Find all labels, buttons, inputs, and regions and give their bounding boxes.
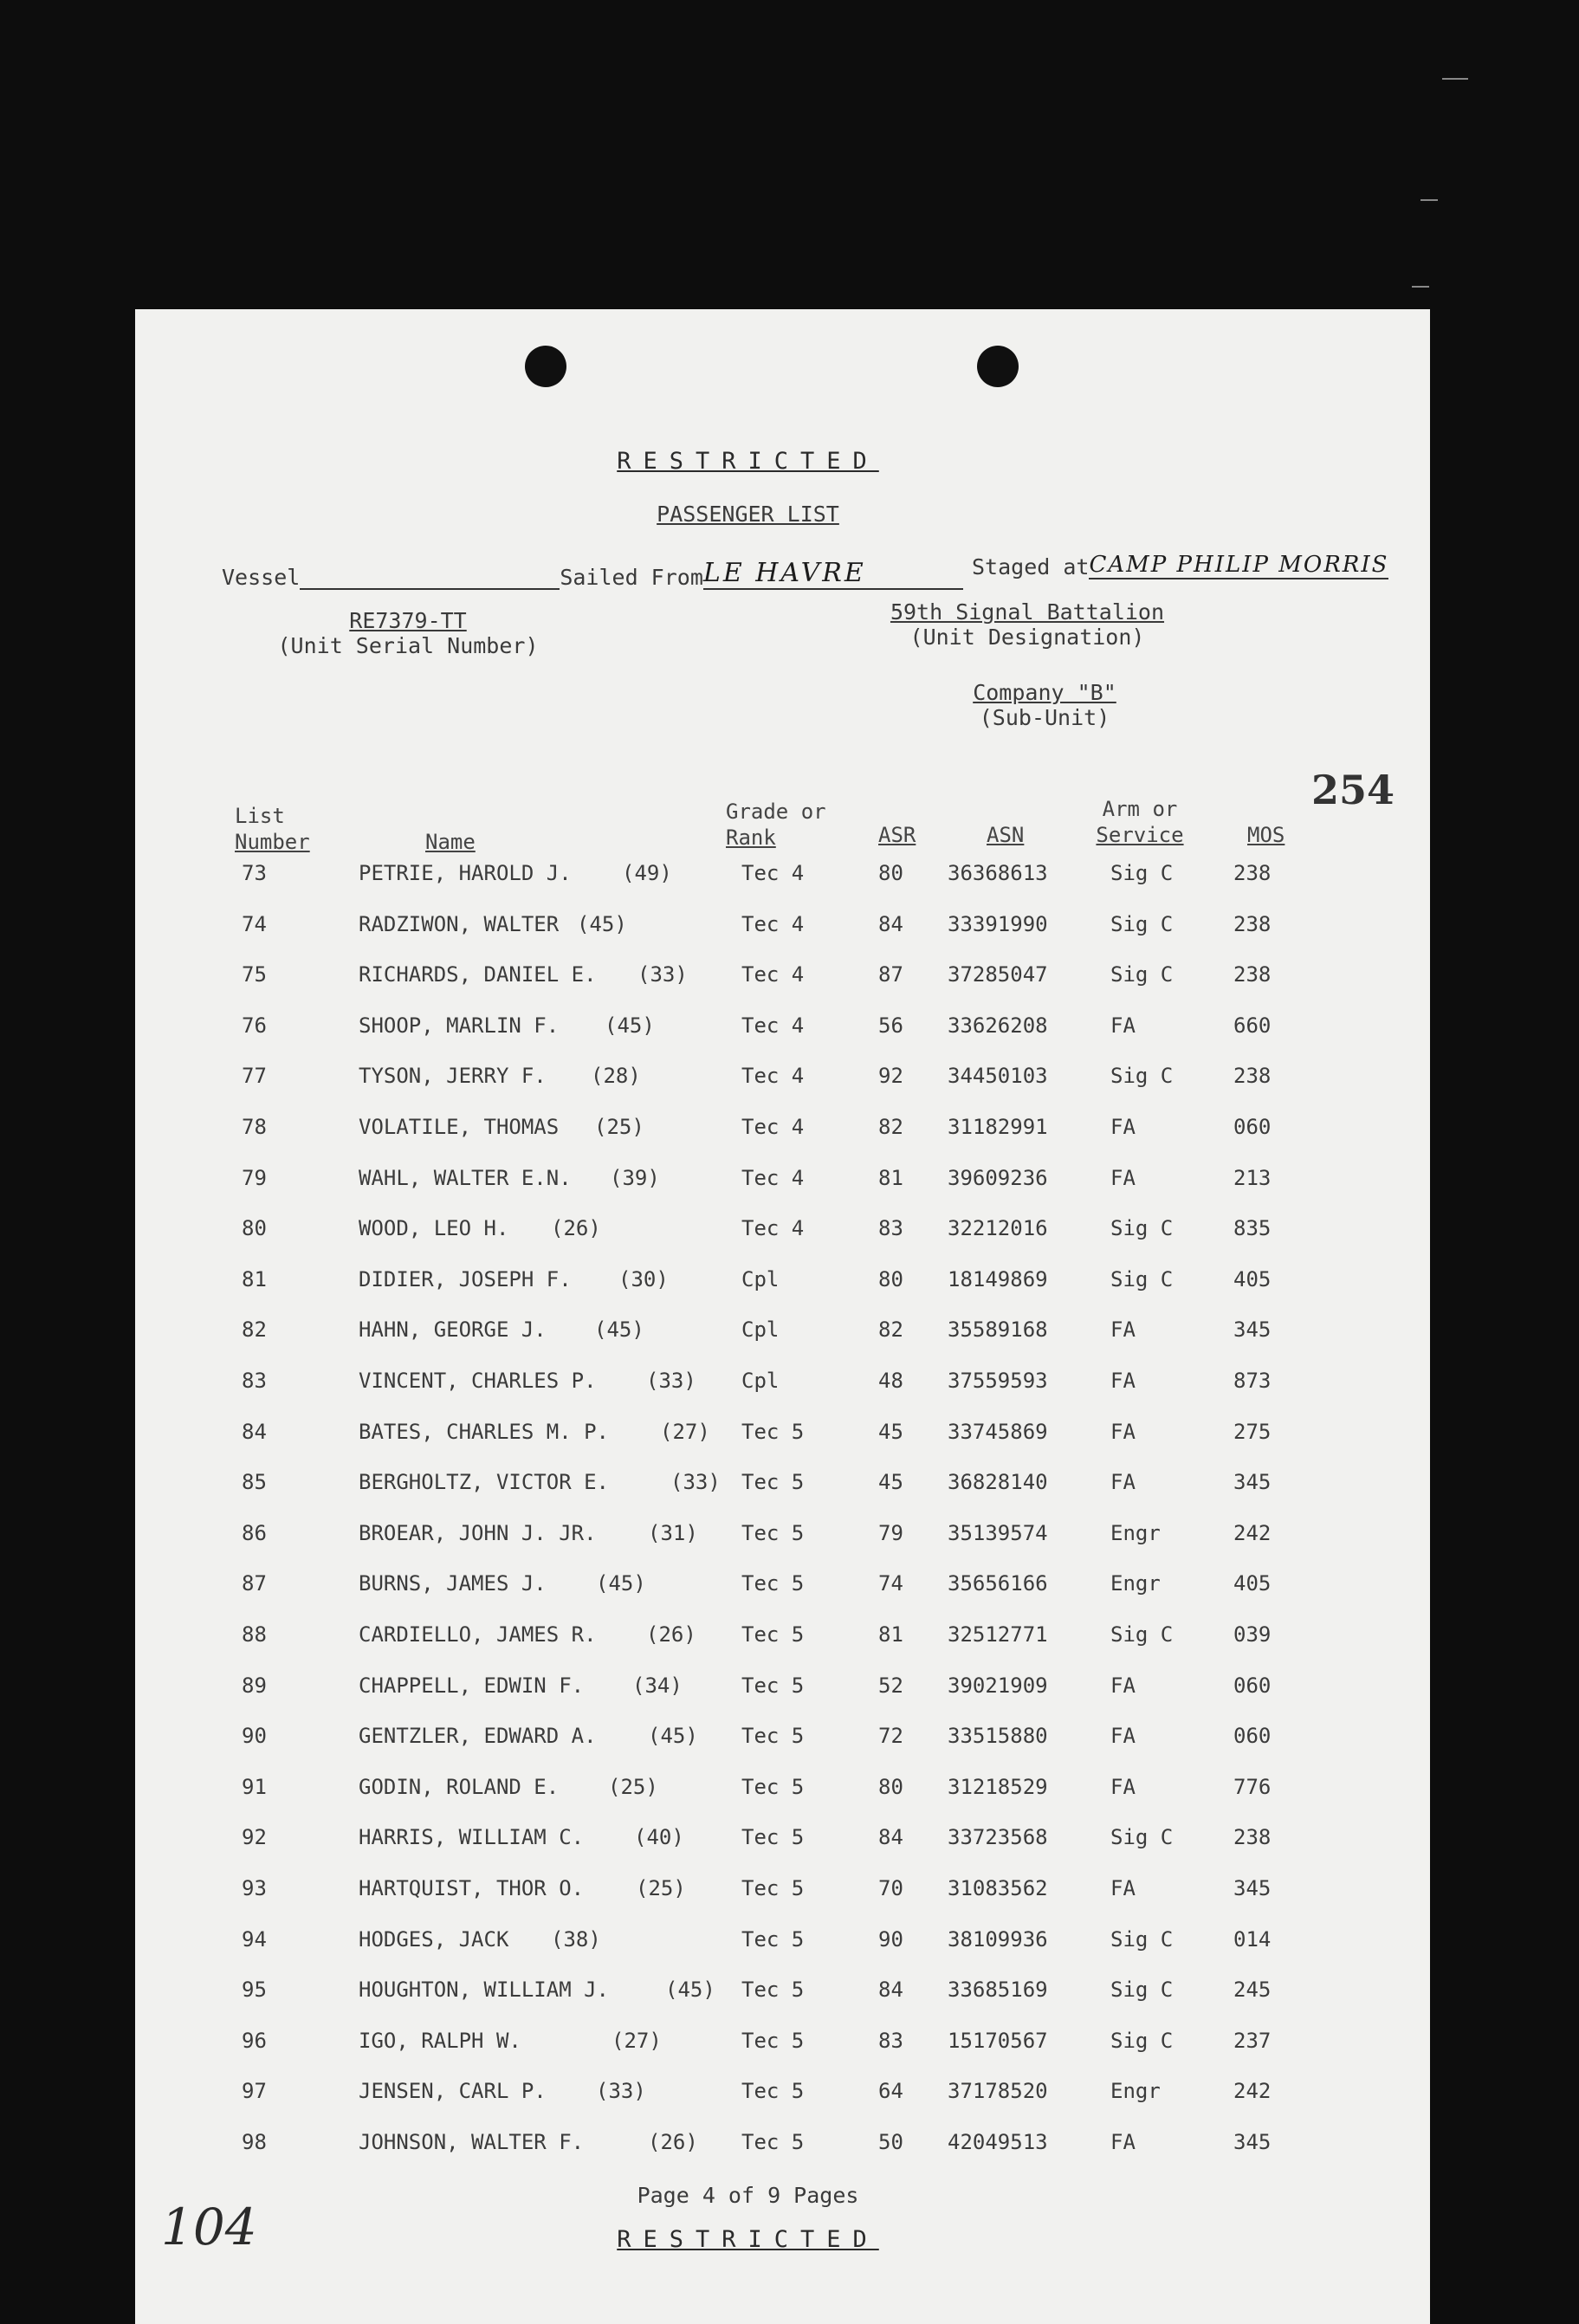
asr-cell: 50 <box>878 2130 903 2154</box>
grade-cell: Tec 4 <box>741 911 805 936</box>
grade-cell: Tec 5 <box>741 2028 805 2053</box>
grade-cell: Tec 5 <box>741 1673 805 1698</box>
table-row <box>135 1115 1430 1165</box>
name-cell: PETRIE, HAROLD J. <box>359 861 572 885</box>
asn-cell: 31182991 <box>948 1115 1048 1139</box>
table-row <box>135 1927 1430 1978</box>
asr-cell: 45 <box>878 1470 903 1495</box>
grade-cell: Tec 5 <box>741 1978 805 2003</box>
asr-cell: 52 <box>878 1673 903 1698</box>
name-cell: JENSEN, CARL P. <box>359 2079 547 2104</box>
list-number-cell: 92 <box>242 1825 267 1850</box>
asn-cell: 33626208 <box>948 1013 1048 1038</box>
grade-cell: Tec 5 <box>741 1926 805 1952</box>
asr-cell: 83 <box>878 1216 903 1241</box>
asr-cell: 82 <box>878 1115 903 1139</box>
asn-cell: 35139574 <box>948 1520 1048 1545</box>
table-row <box>135 1470 1430 1520</box>
header-list-number-line1: List <box>235 804 285 828</box>
asr-cell: 90 <box>878 1926 903 1952</box>
mos-cell: 242 <box>1233 2079 1272 2104</box>
age-cell: (27) <box>612 2028 662 2053</box>
asn-cell: 35656166 <box>948 1571 1048 1596</box>
sub-unit-caption: (Sub-Unit) <box>979 705 1110 730</box>
grade-cell: Tec 5 <box>741 1622 805 1647</box>
age-cell: (49) <box>622 861 672 885</box>
name-cell: IGO, RALPH W. <box>359 2028 521 2053</box>
age-cell: (27) <box>660 1419 710 1444</box>
grade-cell: Tec 5 <box>741 1825 805 1850</box>
age-cell: (45) <box>648 1724 698 1749</box>
mos-cell: 238 <box>1233 1825 1272 1850</box>
asn-cell: 33745869 <box>948 1419 1048 1444</box>
name-cell: DIDIER, JOSEPH F. <box>359 1266 572 1291</box>
grade-cell: Tec 4 <box>741 1013 805 1038</box>
arm-cell: FA <box>1110 1724 1136 1749</box>
arm-cell: Engr <box>1110 2079 1161 2104</box>
age-cell: (33) <box>646 1369 696 1393</box>
arm-cell: Engr <box>1110 1571 1161 1596</box>
name-cell: WOOD, LEO H. <box>359 1216 509 1241</box>
asn-cell: 37559593 <box>948 1369 1048 1393</box>
grade-cell: Tec 5 <box>741 2130 805 2154</box>
age-cell: (33) <box>670 1470 721 1495</box>
name-cell: GENTZLER, EDWARD A. <box>359 1724 597 1749</box>
staged-at-label: Staged at <box>972 554 1090 579</box>
header-arm <box>1079 796 1200 848</box>
arm-cell: Sig C <box>1110 962 1174 987</box>
table-row <box>135 1825 1430 1875</box>
list-number-cell: 97 <box>242 2079 267 2104</box>
grade-cell: Tec 5 <box>741 1724 805 1749</box>
table-row <box>135 2130 1430 2180</box>
asn-cell: 33685169 <box>948 1978 1048 2003</box>
arm-cell: FA <box>1110 1470 1136 1495</box>
age-cell: (34) <box>632 1673 683 1698</box>
age-cell: (25) <box>608 1774 658 1799</box>
age-cell: (26) <box>551 1216 601 1241</box>
asn-cell: 37285047 <box>948 962 1048 987</box>
age-cell: (26) <box>646 1622 696 1647</box>
grade-cell: Cpl <box>741 1266 780 1291</box>
mos-cell: 345 <box>1233 1317 1272 1343</box>
list-number-cell: 80 <box>242 1216 267 1241</box>
name-cell: VOLATILE, THOMAS <box>359 1115 560 1139</box>
punch-hole <box>977 346 1019 387</box>
asn-cell: 33723568 <box>948 1825 1048 1850</box>
asr-cell: 45 <box>878 1419 903 1444</box>
list-number-cell: 98 <box>242 2130 267 2154</box>
sailed-from-value: LE HAVRE <box>702 558 866 588</box>
list-number-cell: 83 <box>242 1369 267 1393</box>
name-cell: HARTQUIST, THOR O. <box>359 1876 585 1900</box>
list-number-cell: 96 <box>242 2028 267 2053</box>
header-arm-line2: Service <box>1096 823 1184 847</box>
asr-cell: 81 <box>878 1622 903 1647</box>
stamp-number: 254 <box>1311 767 1395 813</box>
mos-cell: 238 <box>1233 962 1272 987</box>
mos-cell: 238 <box>1233 1064 1272 1089</box>
arm-cell: Engr <box>1110 1520 1161 1545</box>
grade-cell: Tec 5 <box>741 2079 805 2104</box>
arm-cell: Sig C <box>1110 1926 1174 1952</box>
name-cell: CARDIELLO, JAMES R. <box>359 1622 597 1647</box>
unit-serial-number: RE7379-TT <box>349 608 467 633</box>
scan-edge-mark <box>1442 78 1468 80</box>
grade-cell: Tec 5 <box>741 1419 805 1444</box>
age-cell: (25) <box>636 1876 686 1900</box>
list-number-cell: 77 <box>242 1064 267 1089</box>
unit-designation-caption: (Unit Designation) <box>909 625 1145 650</box>
arm-cell: Sig C <box>1110 1978 1174 2003</box>
asr-cell: 84 <box>878 1978 903 2003</box>
name-cell: BURNS, JAMES J. <box>359 1571 547 1596</box>
asr-cell: 87 <box>878 962 903 987</box>
mos-cell: 213 <box>1233 1165 1272 1190</box>
list-number-cell: 79 <box>242 1165 267 1190</box>
grade-cell: Tec 4 <box>741 962 805 987</box>
asn-cell: 39021909 <box>948 1673 1048 1698</box>
name-cell: VINCENT, CHARLES P. <box>359 1369 597 1393</box>
list-number-cell: 82 <box>242 1317 267 1343</box>
mos-cell: 060 <box>1233 1115 1272 1139</box>
header-list-number-line2: Number <box>235 830 310 854</box>
table-row <box>135 1420 1430 1470</box>
asn-cell: 31218529 <box>948 1774 1048 1799</box>
mos-cell: 060 <box>1233 1673 1272 1698</box>
header-asn: ASN <box>987 823 1025 847</box>
header-asr: ASR <box>878 823 916 847</box>
table-row <box>135 1317 1430 1368</box>
asn-cell: 31083562 <box>948 1876 1048 1900</box>
age-cell: (26) <box>648 2130 698 2154</box>
asr-cell: 72 <box>878 1724 903 1749</box>
age-cell: (38) <box>551 1926 601 1952</box>
table-row <box>135 2079 1430 2129</box>
name-cell: HODGES, JACK <box>359 1926 509 1952</box>
grade-cell: Tec 4 <box>741 1064 805 1089</box>
list-number-cell: 94 <box>242 1926 267 1952</box>
table-row <box>135 912 1430 962</box>
list-number-cell: 73 <box>242 861 267 885</box>
arm-cell: Sig C <box>1110 1825 1174 1850</box>
asn-cell: 34450103 <box>948 1064 1048 1089</box>
list-number-cell: 74 <box>242 911 267 936</box>
name-cell: RICHARDS, DANIEL E. <box>359 962 597 987</box>
unit-designation: 59th Signal Battalion <box>890 599 1165 625</box>
mos-cell: 405 <box>1233 1571 1272 1596</box>
asr-cell: 92 <box>878 1064 903 1089</box>
footer-classification: RESTRICTED <box>617 2226 879 2253</box>
age-cell: (45) <box>605 1013 655 1038</box>
sub-unit-block <box>915 680 1175 730</box>
age-cell: (45) <box>596 1571 646 1596</box>
table-row <box>135 1775 1430 1825</box>
header-mos: MOS <box>1247 823 1285 847</box>
arm-cell: FA <box>1110 1774 1136 1799</box>
list-number-cell: 95 <box>242 1978 267 2003</box>
document-title: PASSENGER LIST <box>657 502 839 527</box>
staged-at-field <box>972 552 1388 579</box>
asr-cell: 82 <box>878 1317 903 1343</box>
arm-cell: Sig C <box>1110 1064 1174 1089</box>
arm-cell: FA <box>1110 1013 1136 1038</box>
age-cell: (33) <box>637 962 688 987</box>
list-number-cell: 84 <box>242 1419 267 1444</box>
punch-hole <box>525 346 566 387</box>
sailed-from-label: Sailed From <box>560 565 703 590</box>
arm-cell: Sig C <box>1110 1622 1174 1647</box>
table-row <box>135 1622 1430 1673</box>
grade-cell: Tec 5 <box>741 1470 805 1495</box>
table-row <box>135 2029 1430 2079</box>
asn-cell: 15170567 <box>948 2028 1048 2053</box>
grade-cell: Tec 4 <box>741 861 805 885</box>
asr-cell: 83 <box>878 2028 903 2053</box>
asr-cell: 64 <box>878 2079 903 2104</box>
arm-cell: FA <box>1110 2130 1136 2154</box>
table-row <box>135 1876 1430 1926</box>
sailed-from-value-wrapper <box>703 558 963 590</box>
age-cell: (45) <box>665 1978 715 2003</box>
age-cell: (45) <box>577 911 627 936</box>
asr-cell: 48 <box>878 1369 903 1393</box>
handwritten-margin-note: 104 <box>161 2198 257 2256</box>
header-name: Name <box>425 830 476 854</box>
arm-cell: Sig C <box>1110 1216 1174 1241</box>
arm-cell: Sig C <box>1110 1266 1174 1291</box>
mos-cell: 237 <box>1233 2028 1272 2053</box>
table-row <box>135 1166 1430 1216</box>
age-cell: (30) <box>618 1266 669 1291</box>
grade-cell: Tec 5 <box>741 1876 805 1900</box>
asn-cell: 39609236 <box>948 1165 1048 1190</box>
name-cell: SHOOP, MARLIN F. <box>359 1013 560 1038</box>
list-number-cell: 86 <box>242 1520 267 1545</box>
header-grade-line2: Rank <box>726 825 776 850</box>
table-row <box>135 1724 1430 1774</box>
asn-cell: 36828140 <box>948 1470 1048 1495</box>
grade-cell: Cpl <box>741 1369 780 1393</box>
mos-cell: 275 <box>1233 1419 1272 1444</box>
table-row <box>135 1013 1430 1064</box>
asn-cell: 33391990 <box>948 911 1048 936</box>
asr-cell: 80 <box>878 1774 903 1799</box>
footer-page-number: Page 4 of 9 Pages <box>637 2183 859 2208</box>
name-cell: CHAPPELL, EDWIN F. <box>359 1673 585 1698</box>
age-cell: (28) <box>591 1064 641 1089</box>
unit-designation-block <box>854 599 1200 650</box>
mos-cell: 873 <box>1233 1369 1272 1393</box>
list-number-cell: 85 <box>242 1470 267 1495</box>
mos-cell: 345 <box>1233 1876 1272 1900</box>
asr-cell: 84 <box>878 911 903 936</box>
grade-cell: Tec 5 <box>741 1774 805 1799</box>
arm-cell: Sig C <box>1110 2028 1174 2053</box>
arm-cell: Sig C <box>1110 911 1174 936</box>
header-grade-line1: Grade or <box>726 799 826 824</box>
mos-cell: 245 <box>1233 1978 1272 2003</box>
asr-cell: 84 <box>878 1825 903 1850</box>
scan-edge-mark <box>1412 286 1429 288</box>
asn-cell: 33515880 <box>948 1724 1048 1749</box>
list-number-cell: 91 <box>242 1774 267 1799</box>
table-row <box>135 1521 1430 1571</box>
arm-cell: FA <box>1110 1165 1136 1190</box>
age-cell: (40) <box>634 1825 684 1850</box>
asr-cell: 80 <box>878 861 903 885</box>
mos-cell: 345 <box>1233 1470 1272 1495</box>
table-row <box>135 962 1430 1013</box>
arm-cell: FA <box>1110 1369 1136 1393</box>
grade-cell: Tec 4 <box>741 1165 805 1190</box>
name-cell: HOUGHTON, WILLIAM J. <box>359 1978 609 2003</box>
asn-cell: 32212016 <box>948 1216 1048 1241</box>
asn-cell: 32512771 <box>948 1622 1048 1647</box>
age-cell: (39) <box>610 1165 660 1190</box>
name-cell: RADZIWON, WALTER <box>359 911 560 936</box>
name-cell: HAHN, GEORGE J. <box>359 1317 547 1343</box>
mos-cell: 039 <box>1233 1622 1272 1647</box>
grade-cell: Tec 4 <box>741 1115 805 1139</box>
vessel-field <box>222 558 963 590</box>
mos-cell: 835 <box>1233 1216 1272 1241</box>
mos-cell: 238 <box>1233 911 1272 936</box>
arm-cell: FA <box>1110 1115 1136 1139</box>
scan-edge-mark <box>1420 199 1438 201</box>
unit-serial-block <box>265 608 551 658</box>
table-row <box>135 1267 1430 1317</box>
header-arm-line1: Arm or <box>1102 797 1178 821</box>
unit-serial-caption: (Unit Serial Number) <box>277 633 539 658</box>
header-list-number <box>235 803 310 855</box>
list-number-cell: 81 <box>242 1266 267 1291</box>
age-cell: (25) <box>594 1115 644 1139</box>
name-cell: JOHNSON, WALTER F. <box>359 2130 585 2154</box>
mos-cell: 345 <box>1233 2130 1272 2154</box>
name-cell: GODIN, ROLAND E. <box>359 1774 560 1799</box>
list-number-cell: 75 <box>242 962 267 987</box>
mos-cell: 660 <box>1233 1013 1272 1038</box>
header-grade <box>726 799 826 851</box>
asr-cell: 70 <box>878 1876 903 1900</box>
table-row <box>135 1064 1430 1114</box>
asn-cell: 37178520 <box>948 2079 1048 2104</box>
name-cell: TYSON, JERRY F. <box>359 1064 547 1089</box>
staged-at-value: CAMP PHILIP MORRIS <box>1089 552 1389 578</box>
grade-cell: Tec 5 <box>741 1571 805 1596</box>
asn-cell: 42049513 <box>948 2130 1048 2154</box>
list-number-cell: 78 <box>242 1115 267 1139</box>
vessel-blank <box>300 566 560 590</box>
table-row <box>135 1369 1430 1419</box>
arm-cell: FA <box>1110 1317 1136 1343</box>
table-row <box>135 1673 1430 1724</box>
name-cell: WAHL, WALTER E.N. <box>359 1165 572 1190</box>
name-cell: BERGHOLTZ, VICTOR E. <box>359 1470 609 1495</box>
age-cell: (31) <box>648 1520 698 1545</box>
table-row <box>135 1978 1430 2028</box>
asr-cell: 56 <box>878 1013 903 1038</box>
asn-cell: 18149869 <box>948 1266 1048 1291</box>
name-cell: BATES, CHARLES M. P. <box>359 1419 609 1444</box>
age-cell: (45) <box>594 1317 644 1343</box>
grade-cell: Tec 4 <box>741 1216 805 1241</box>
arm-cell: Sig C <box>1110 861 1174 885</box>
list-number-cell: 76 <box>242 1013 267 1038</box>
name-cell: HARRIS, WILLIAM C. <box>359 1825 585 1850</box>
table-row <box>135 1216 1430 1266</box>
sub-unit: Company "B" <box>973 680 1116 705</box>
list-number-cell: 88 <box>242 1622 267 1647</box>
vessel-label: Vessel <box>222 565 301 590</box>
asr-cell: 81 <box>878 1165 903 1190</box>
grade-cell: Tec 5 <box>741 1520 805 1545</box>
staged-at-value-wrapper <box>1089 552 1388 579</box>
asr-cell: 79 <box>878 1520 903 1545</box>
table-row <box>135 861 1430 911</box>
list-number-cell: 87 <box>242 1571 267 1596</box>
asn-cell: 36368613 <box>948 861 1048 885</box>
asr-cell: 74 <box>878 1571 903 1596</box>
arm-cell: FA <box>1110 1419 1136 1444</box>
arm-cell: FA <box>1110 1876 1136 1900</box>
name-cell: BROEAR, JOHN J. JR. <box>359 1520 597 1545</box>
mos-cell: 776 <box>1233 1774 1272 1799</box>
arm-cell: FA <box>1110 1673 1136 1698</box>
age-cell: (33) <box>596 2079 646 2104</box>
table-row <box>135 1571 1430 1622</box>
asn-cell: 35589168 <box>948 1317 1048 1343</box>
mos-cell: 060 <box>1233 1724 1272 1749</box>
grade-cell: Cpl <box>741 1317 780 1343</box>
mos-cell: 242 <box>1233 1520 1272 1545</box>
list-number-cell: 89 <box>242 1673 267 1698</box>
asn-cell: 38109936 <box>948 1926 1048 1952</box>
list-number-cell: 93 <box>242 1876 267 1900</box>
mos-cell: 238 <box>1233 861 1272 885</box>
classification-header: RESTRICTED <box>617 448 879 475</box>
mos-cell: 405 <box>1233 1266 1272 1291</box>
list-number-cell: 90 <box>242 1724 267 1749</box>
mos-cell: 014 <box>1233 1926 1272 1952</box>
document-page <box>135 309 1430 2324</box>
asr-cell: 80 <box>878 1266 903 1291</box>
